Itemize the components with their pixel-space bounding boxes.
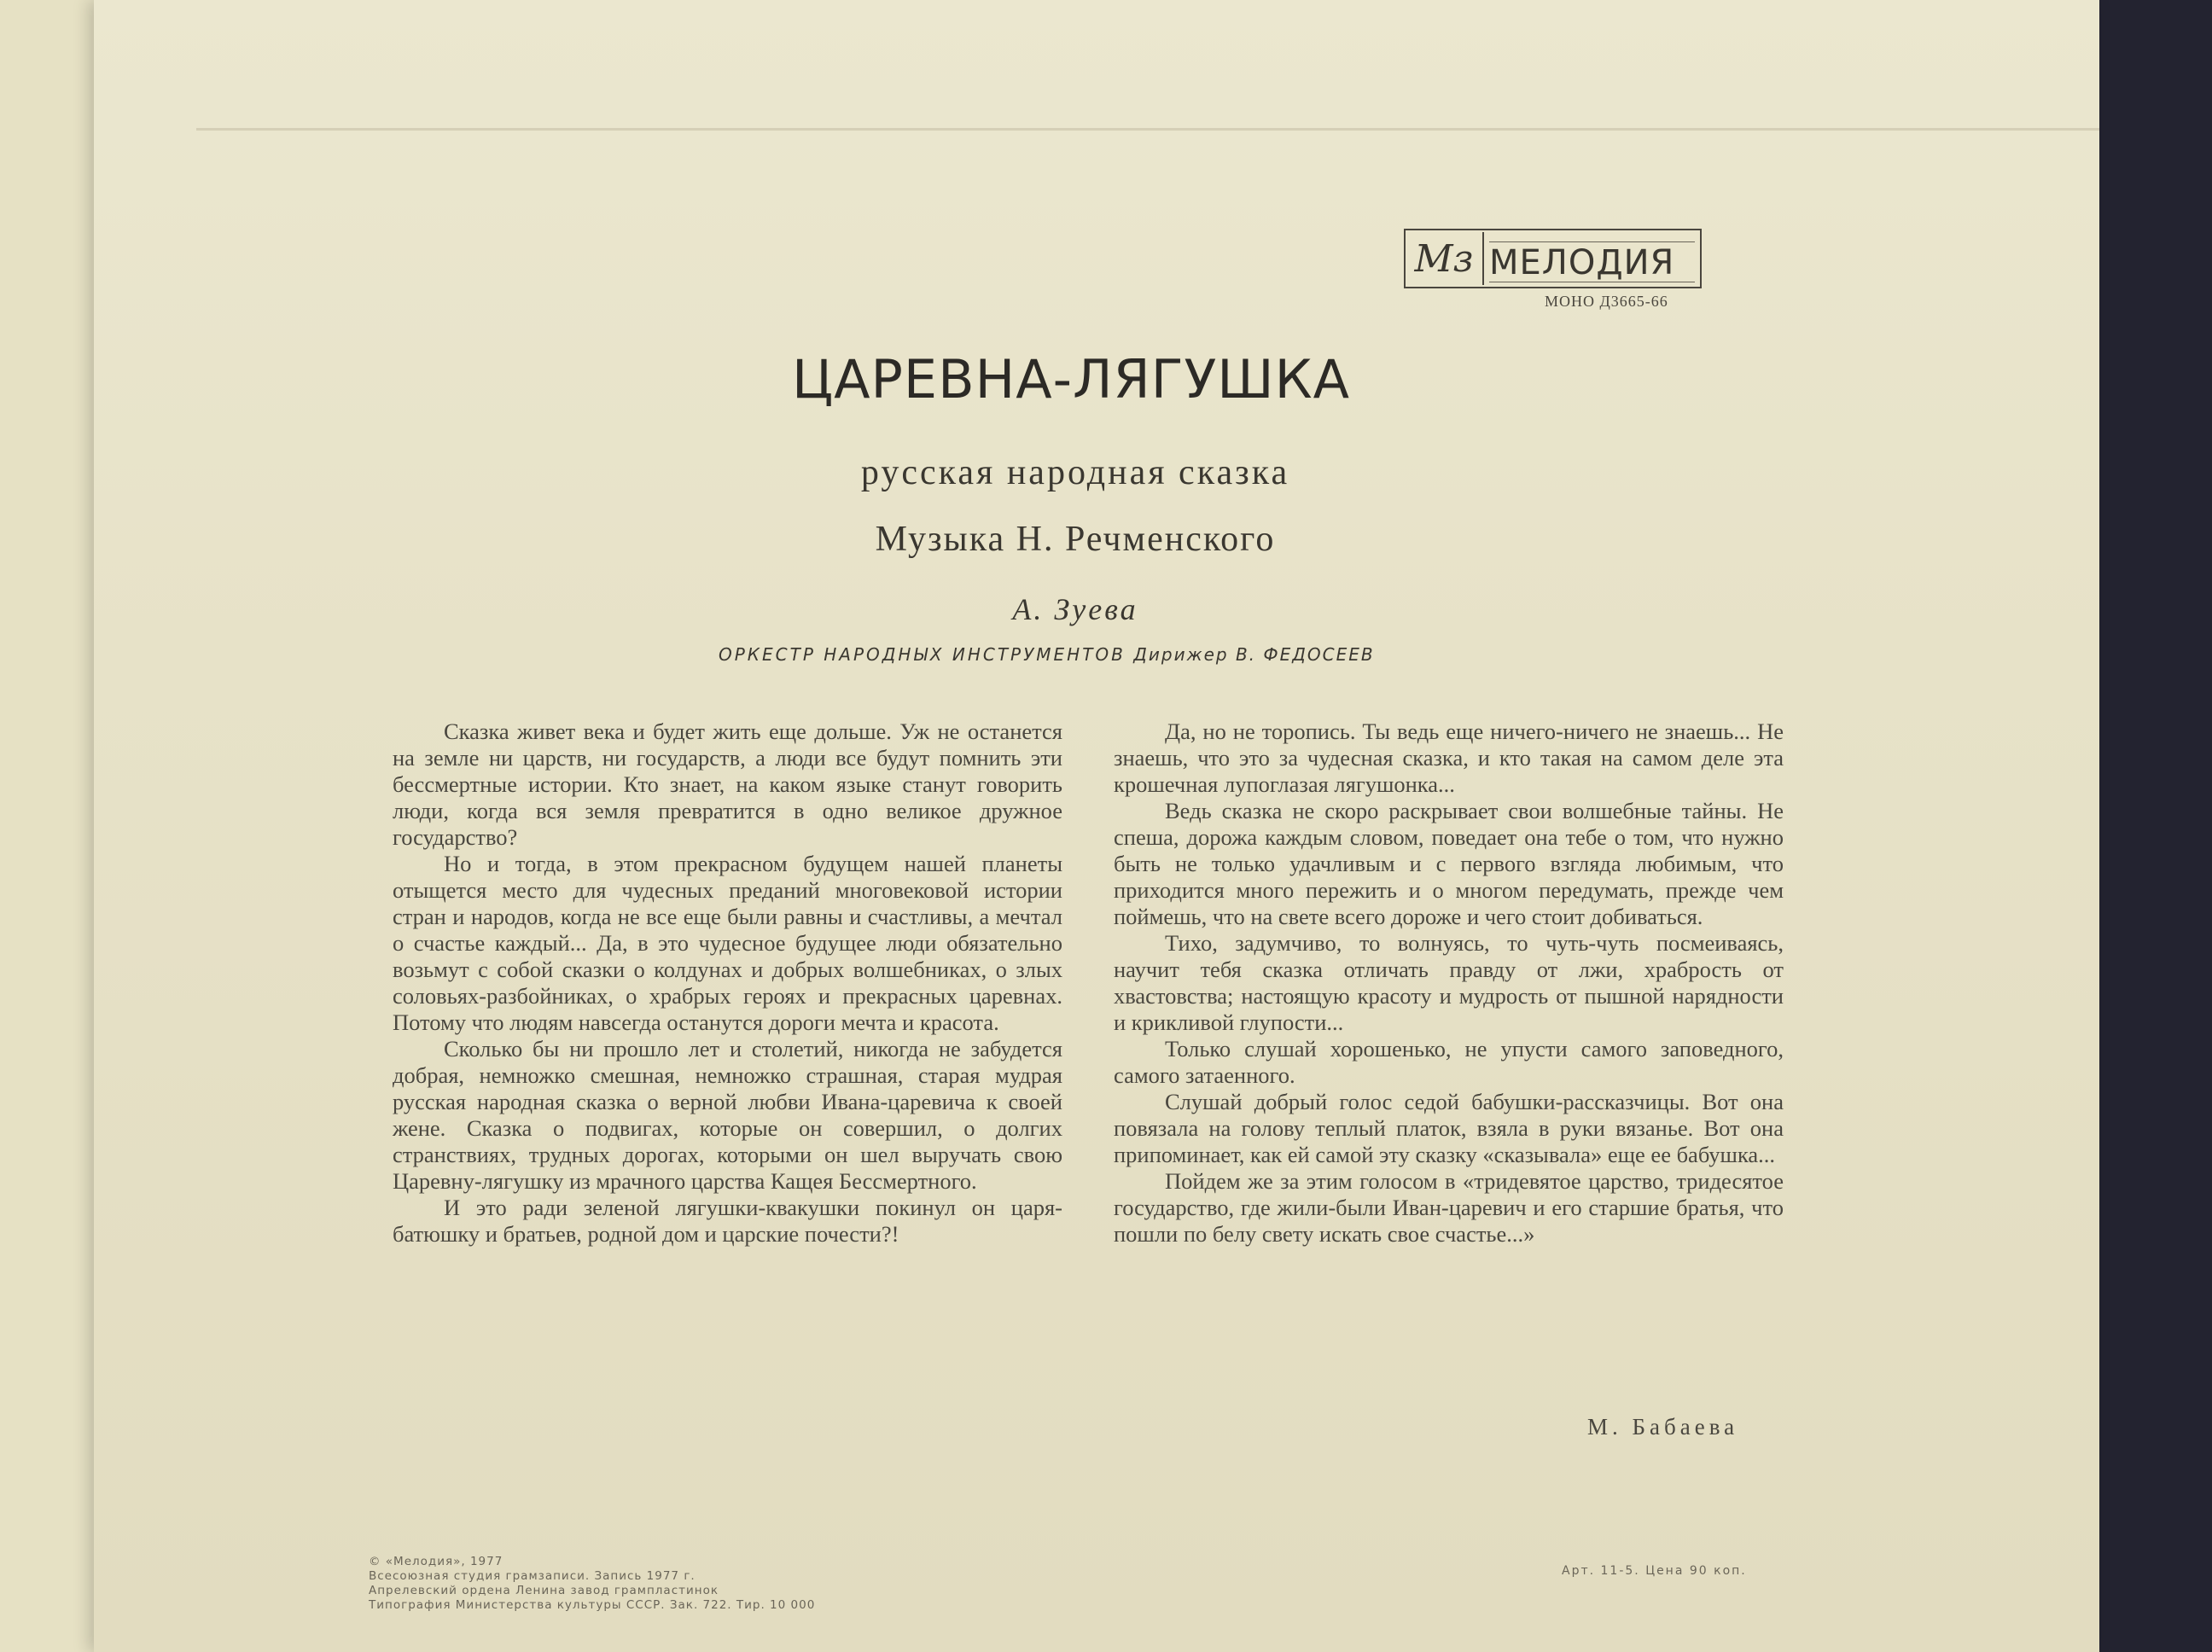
paragraph: Но и тогда, в этом прекрасном будущем нашей планеты отыщется место для чудесных преданий многовековой истории стран и народов, когда не все еще были равны и счастливы, а мечтал о счастье каждый... Да, в это чудесное будущее люди обязательно возьмут с собой сказки о колдунах и добрых волшебниках, о злых соловьях-разбойниках, о храбрых героях и прекрасных царевнах. Потому что людям навсегда останутся дороги мечта и красота.	[393, 851, 1062, 1035]
background-left-sleeve	[0, 0, 102, 1652]
imprint-line: Типография Министерства культуры СССР. Зак. 722. Тир. 10 000	[369, 1598, 816, 1612]
logo-small-print-line	[1489, 282, 1695, 288]
logo-wordmark	[1484, 230, 1700, 288]
logo-monogram-icon: Мз	[1406, 232, 1484, 285]
orchestra-credit	[719, 644, 1375, 665]
price-line: Арт. 11-5. Цена 90 коп.	[1562, 1564, 1747, 1578]
paragraph: Сказка живет века и будет жить еще дольше. Уж не останется на земле ни царств, ни государств, а люди все будут помнить эти бессмертные истории. Кто знает, на каком языке станут говорить люди, когда вся земля превратится в одно великое дружное государство?	[393, 718, 1062, 850]
paragraph: Да, но не торопись. Ты ведь еще ничего-ничего не знаешь... Не знаешь, что это за чудесная сказка, и кто такая на самом деле эта крошечная лупоглазая лягушонка...	[1114, 718, 1784, 797]
signature: М. Бабаева	[1587, 1414, 1739, 1440]
page-title: ЦАРЕВНА-ЛЯГУШКА	[791, 348, 1351, 410]
imprint-line: © «Мелодия», 1977	[369, 1555, 504, 1568]
orchestra-name: ОРКЕСТР НАРОДНЫХ ИНСТРУМЕНТОВ	[719, 644, 1126, 665]
imprint-block	[369, 1555, 815, 1613]
paragraph: Тихо, задумчиво, то волнуясь, то чуть-чуть посмеиваясь, научит тебя сказка отличать правду от лжи, храбрость от хвастовства; настоящую красоту и мудрость от пышной нарядности и крикливой глупости...	[1114, 930, 1784, 1035]
logo-name: МЕЛОДИЯ	[1489, 243, 1675, 282]
sleeve-fold-line	[196, 128, 2099, 131]
author: А. Зуева	[1012, 592, 1138, 626]
music-credit: Музыка Н. Речменского	[875, 520, 1276, 559]
paragraph: Слушай добрый голос седой бабушки-рассказчицы. Вот она повязала на голову теплый платок, взяла в руки вязанье. Вот она припоминает, как ей самой эту сказку «сказывала» еще ее бабушка...	[1114, 1089, 1784, 1167]
paragraph: Пойдем же за этим голосом в «тридевятое царство, тридесятое государство, где жили-были Иван-царевич и его старшие братья, что пошли по белу свету искать свое счастье...»	[1114, 1168, 1784, 1247]
record-sleeve-back	[94, 0, 2099, 1652]
imprint-line: Апрелевский ордена Ленина завод грампластинок	[369, 1584, 719, 1597]
logo-small-print-line	[1489, 233, 1695, 242]
conductor-name: Дирижер В. ФЕДОСЕЕВ	[1133, 644, 1375, 665]
text-column-right	[1114, 718, 1784, 1248]
catalog-number: МОНО Д3665-66	[1545, 293, 1668, 310]
subtitle: русская народная сказка	[860, 453, 1290, 492]
paragraph: Сколько бы ни прошло лет и столетий, никогда не забудется добрая, немножко смешная, немножко страшная, старая мудрая русская народная сказка о верной любви Ивана-царевича к своей жене. Сказка о подвигах, которые он совершил, о долгих странствиях, трудных дорогах, которыми он шел выручать свою Царевну-лягушку из мрачного царства Кащея Бессмертного.	[393, 1036, 1062, 1194]
imprint-line: Всесоюзная студия грамзаписи. Запись 1977 г.	[369, 1569, 696, 1583]
text-column-left	[393, 718, 1062, 1248]
melodiya-logo	[1404, 229, 1702, 288]
paragraph: И это ради зеленой лягушки-квакушки покинул он царя-батюшку и братьев, родной дом и царские почести?!	[393, 1195, 1062, 1247]
paragraph: Ведь сказка не скоро раскрывает свои волшебные тайны. Не спеша, дорожа каждым словом, поведает она тебе о том, что нужно быть не только удачливым и с первого взгляда любимым, что приходится много пережить и о многом передумать, прежде чем поймешь, что на свете всего дороже и чего стоит добиваться.	[1114, 798, 1784, 929]
paragraph: Только слушай хорошенько, не упусти самого заповедного, самого затаенного.	[1114, 1036, 1784, 1088]
